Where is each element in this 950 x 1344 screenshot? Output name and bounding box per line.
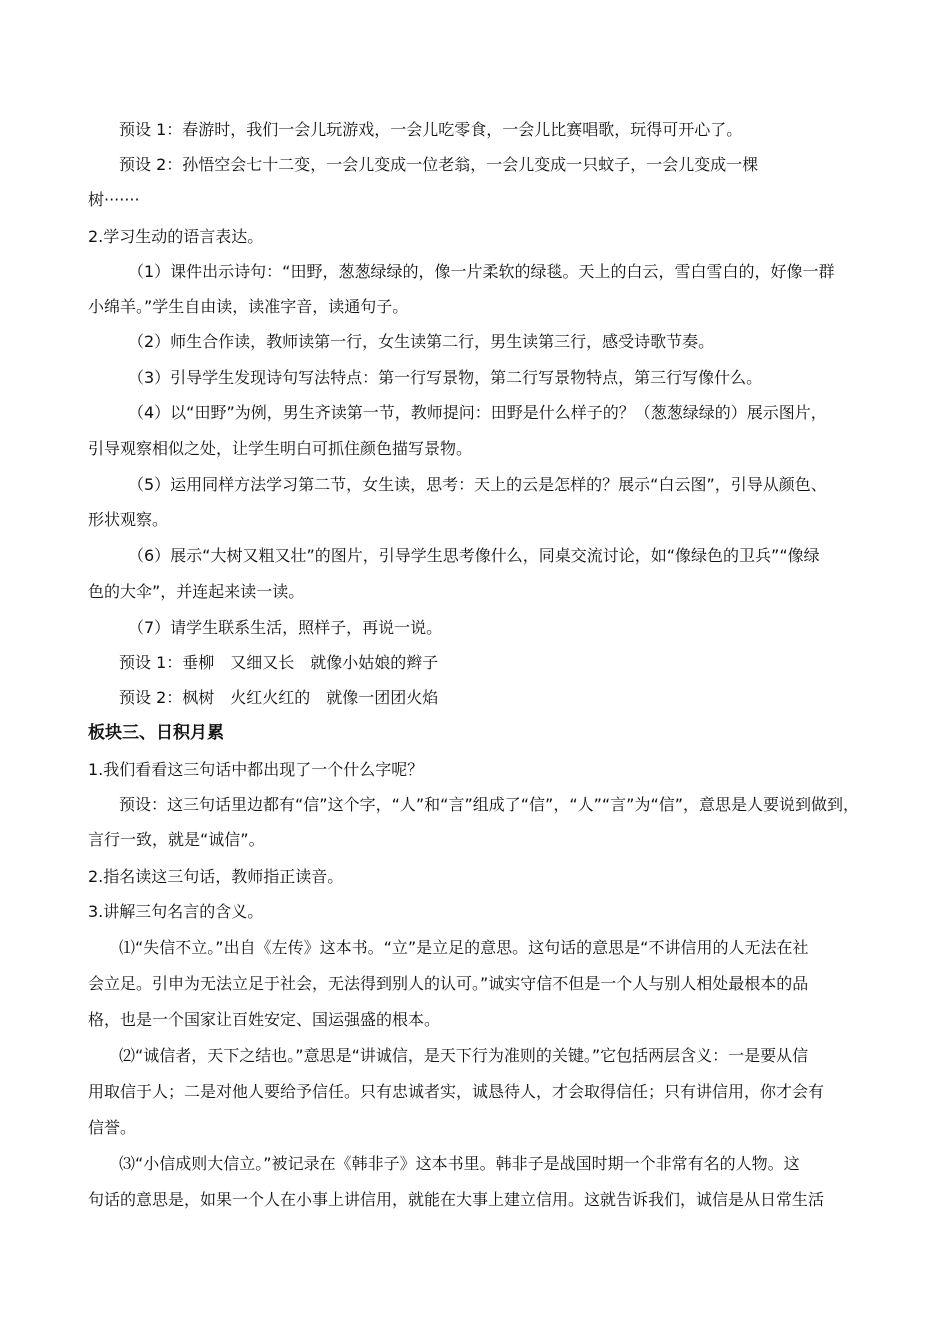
quote-1-paragraph: ⑴“失信不立。”出自《左传》这本书。“立”是立足的意思。这句话的意思是“不讲信用的人无法在社 bbox=[119, 938, 809, 957]
section-3-heading: 板块三、日积月累 bbox=[88, 723, 224, 743]
item-6-continuation: 色的大伞”，并连起来读一读。 bbox=[88, 582, 305, 601]
item-5-paragraph: （5）运用同样方法学习第二节，女生读，思考：天上的云是怎样的？展示“白云图”，引导从颜色、 bbox=[128, 475, 827, 494]
quote-2-line-3: 信誉。 bbox=[88, 1118, 137, 1137]
quote-1-line-3: 格，也是一个国家让百姓安定、国运强盛的根本。 bbox=[88, 1010, 441, 1029]
preset-2-maple: 预设 2：枫树 火红火红的 就像一团团火焰 bbox=[119, 688, 439, 707]
preset-1-paragraph: 预设 1：春游时，我们一会儿玩游戏，一会儿吃零食，一会儿比赛唱歌，玩得可开心了。 bbox=[119, 120, 743, 139]
step-2-heading: 2.学习生动的语言表达。 bbox=[88, 227, 264, 246]
preset-xin-continuation: 言行一致，就是“诚信”。 bbox=[88, 830, 265, 849]
item-4-paragraph: （4）以“田野”为例，男生齐读第一节，教师提问：田野是什么样子的？（葱葱绿绿的）展示图片， bbox=[128, 403, 827, 422]
item-7-paragraph: （7）请学生联系生活，照样子，再说一说。 bbox=[128, 618, 443, 637]
preset-xin-paragraph: 预设：这三句话里边都有“信”这个字，“人”和“言”组成了“信”，“人”“言”为“信”，意思是人要说到做到， bbox=[119, 795, 860, 814]
item-1-paragraph: （1）课件出示诗句：“田野，葱葱绿绿的，像一片柔软的绿毯。天上的白云，雪白雪白的，好像一群 bbox=[128, 262, 835, 281]
question-1: 1.我们看看这三句话中都出现了一个什么字呢？ bbox=[88, 760, 424, 779]
item-1-continuation: 小绵羊。”学生自由读，读准字音，读通句子。 bbox=[88, 297, 409, 316]
preset-2-paragraph: 预设 2：孙悟空会七十二变，一会儿变成一位老翁，一会儿变成一只蚊子，一会儿变成一棵 bbox=[119, 155, 759, 174]
quote-2-line-2: 用取信于人；二是对他人要给予信任。只有忠诚者实，诚恳待人，才会取得信任；只有讲信用，你才会有 bbox=[88, 1082, 825, 1101]
preset-2-continuation: 树······· bbox=[88, 190, 140, 209]
step-3-explain: 3.讲解三句名言的含义。 bbox=[88, 902, 264, 921]
quote-3-paragraph: ⑶“小信成则大信立。”被记录在《韩非子》这本书里。韩非子是战国时期一个非常有名的人物。这 bbox=[119, 1154, 800, 1173]
preset-1-willow: 预设 1：垂柳 又细又长 就像小姑娘的辫子 bbox=[119, 653, 439, 672]
quote-2-paragraph: ⑵“诚信者，天下之结也。”意思是“讲诚信，是天下行为准则的关键。”它包括两层含义：一是要从信 bbox=[119, 1046, 809, 1065]
item-3-paragraph: （3）引导学生发现诗句写法特点：第一行写景物，第二行写景物特点，第三行写像什么。 bbox=[128, 368, 763, 387]
item-5-continuation: 形状观察。 bbox=[88, 510, 169, 529]
item-2-paragraph: （2）师生合作读，教师读第一行，女生读第二行，男生读第三行，感受诗歌节奏。 bbox=[128, 332, 715, 351]
item-6-paragraph: （6）展示“大树又粗又壮”的图片，引导学生思考像什么，同桌交流讨论，如“像绿色的卫兵”“像绿 bbox=[128, 546, 820, 565]
quote-3-line-2: 句话的意思是，如果一个人在小事上讲信用，就能在大事上建立信用。这就告诉我们，诚信是从日常生活 bbox=[88, 1190, 825, 1209]
step-2-read: 2.指名读这三句话，教师指正读音。 bbox=[88, 867, 344, 886]
quote-1-line-2: 会立足。引申为无法立足于社会，无法得到别人的认可。”诚实守信不但是一个人与别人相处最根本的品 bbox=[88, 974, 809, 993]
item-4-continuation: 引导观察相似之处，让学生明白可抓住颜色描写景物。 bbox=[88, 439, 473, 458]
